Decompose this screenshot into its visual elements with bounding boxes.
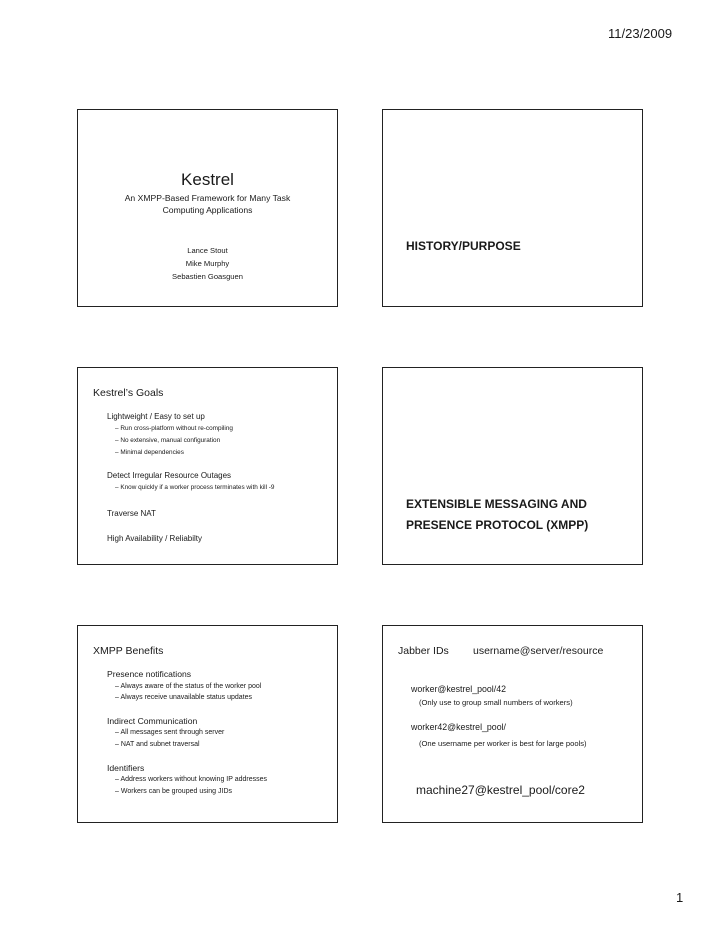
subtitle-line: Computing Applications xyxy=(162,205,253,215)
benefit-item: Indirect Communication xyxy=(107,716,198,726)
page-number: 1 xyxy=(676,890,684,905)
slide-xmpp xyxy=(382,367,643,565)
goal-item: High Availability / Reliabilty xyxy=(107,534,203,543)
page-date: 11/23/2009 xyxy=(608,26,673,41)
goal-subitem: – Minimal dependencies xyxy=(115,449,184,456)
jid-note: (Only use to group small numbers of workers) xyxy=(419,698,573,707)
goal-subitem: – Know quickly if a worker process terminates with kill -9 xyxy=(115,484,275,491)
goal-item: Lightweight / Easy to set up xyxy=(107,412,205,421)
author-name: Mike Murphy xyxy=(185,259,230,268)
benefit-subitem: – Address workers without knowing IP addresses xyxy=(115,776,268,783)
benefit-item: Identifiers xyxy=(107,763,145,773)
section-heading-line: EXTENSIBLE MESSAGING AND xyxy=(406,497,587,511)
section-heading xyxy=(406,494,588,536)
jid-format: username@server/resource xyxy=(473,645,604,657)
slide-heading: Kestrel’s Goals xyxy=(93,387,164,399)
jid-note: (One username per worker is best for large pools) xyxy=(419,739,587,748)
benefit-subitem: – All messages sent through server xyxy=(115,729,225,736)
subtitle-line: An XMPP-Based Framework for Many Task xyxy=(124,193,291,203)
benefit-subitem: – Always receive unavailable status updates xyxy=(115,694,252,701)
jid-example: worker42@kestrel_pool/ xyxy=(411,722,506,732)
goal-item: Detect Irregular Resource Outages xyxy=(107,471,232,480)
benefit-subitem: – Always aware of the status of the worker pool xyxy=(115,683,262,690)
slide-title-heading: Kestrel xyxy=(181,170,234,189)
goal-subitem: – No extensive, manual configuration xyxy=(115,437,221,444)
goal-subitem: – Run cross-platform without re-compiling xyxy=(115,425,233,432)
author-name: Sebastien Goasguen xyxy=(172,272,243,281)
slide-heading: XMPP Benefits xyxy=(93,645,164,657)
benefit-subitem: – NAT and subnet traversal xyxy=(115,741,200,748)
jid-example-large: machine27@kestrel_pool/core2 xyxy=(416,783,585,797)
slide-goals xyxy=(77,367,338,565)
slide-jabber-ids xyxy=(382,625,643,823)
author-name: Lance Stout xyxy=(187,246,228,255)
section-heading: HISTORY/PURPOSE xyxy=(406,239,521,253)
slide-heading: Jabber IDs xyxy=(398,645,449,657)
benefit-subitem: – Workers can be grouped using JIDs xyxy=(115,788,232,795)
section-heading-line: PRESENCE PROTOCOL (XMPP) xyxy=(406,518,589,532)
jid-example: worker@kestrel_pool/42 xyxy=(411,684,506,694)
goal-item: Traverse NAT xyxy=(107,509,156,518)
slide-history xyxy=(382,109,643,307)
benefit-item: Presence notifications xyxy=(107,669,192,679)
slide-benefits xyxy=(77,625,338,823)
author-list xyxy=(78,244,337,283)
slide-subtitle xyxy=(78,192,337,216)
slide-title xyxy=(77,109,338,307)
